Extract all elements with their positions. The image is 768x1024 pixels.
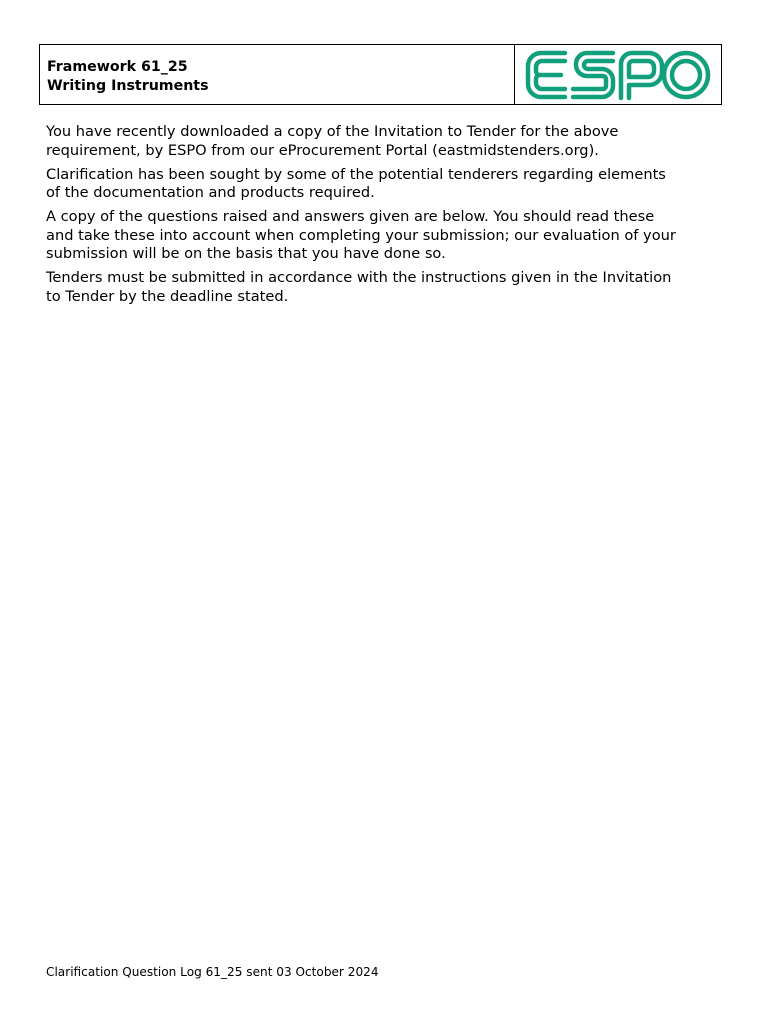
paragraph-line: requirement, by ESPO from our eProcurement Portal (eastmidstenders.org).: [46, 141, 599, 159]
paragraph-line: Tenders must be submitted in accordance with the instructions given in the Invitation: [46, 269, 672, 286]
espo-logo: [525, 48, 711, 102]
paragraph-line: submission will be on the basis that you have done so.: [46, 245, 446, 262]
document-body: [46, 123, 726, 312]
paragraph-line: to Tender by the deadline stated.: [46, 287, 289, 305]
paragraph-line: and take these into account when completing your submission; our evaluation of your: [46, 226, 676, 244]
framework-number: Framework 61_25: [47, 59, 188, 75]
espo-logo-icon: [525, 48, 711, 102]
intro-paragraph: [46, 123, 726, 160]
questions-paragraph: [46, 208, 726, 264]
paragraph-line: Clarification has been sought by some of the potential tenderers regarding elements: [46, 165, 666, 183]
page-footer: Clarification Question Log 61_25 sent 03 October 2024: [46, 965, 379, 979]
submission-paragraph: [46, 269, 726, 306]
paragraph-line: of the documentation and products required.: [46, 184, 375, 201]
framework-title: Writing Instruments: [47, 78, 209, 94]
header-logo-cell: [515, 45, 721, 104]
paragraph-line: A copy of the questions raised and answers given are below. You should read these: [46, 208, 655, 225]
header-title-cell: [40, 45, 515, 104]
document-header: [39, 44, 722, 105]
clarification-paragraph: [46, 166, 726, 203]
paragraph-line: You have recently downloaded a copy of the Invitation to Tender for the above: [46, 123, 619, 140]
